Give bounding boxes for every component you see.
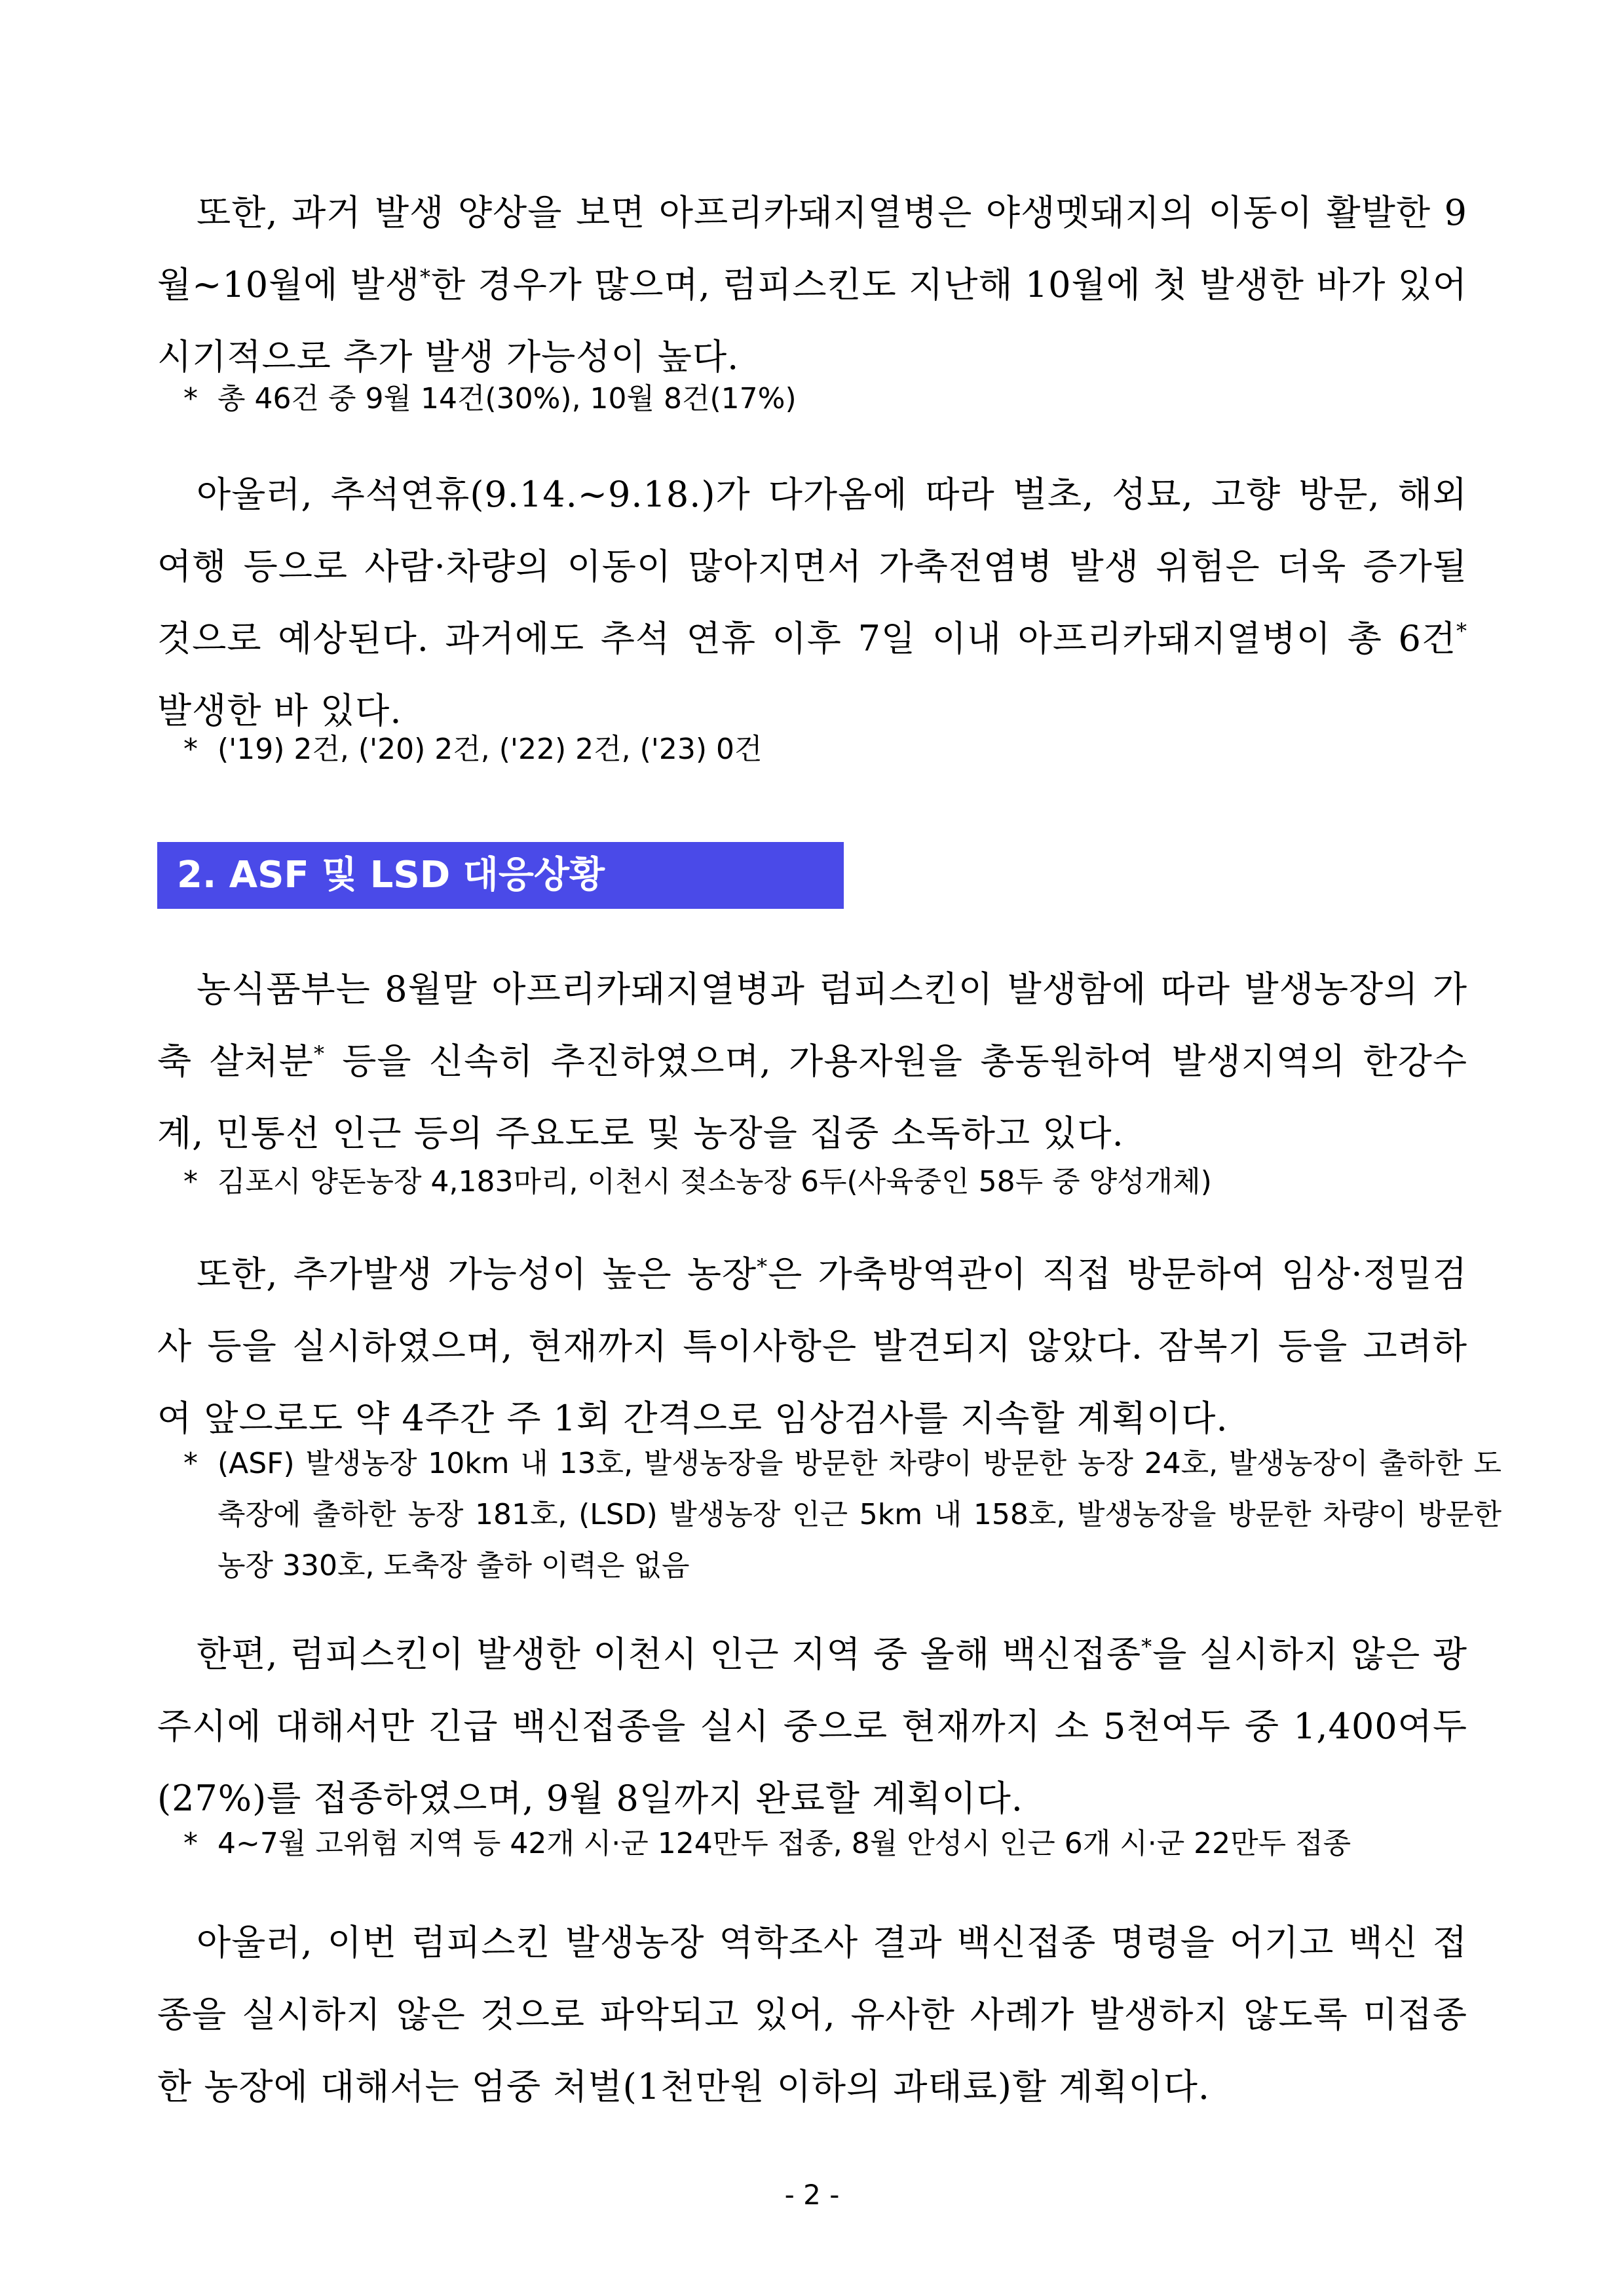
paragraph-culling-disinfection xyxy=(157,953,1467,1170)
paragraph-text: 아울러, 이번 럼피스킨 발생농장 역학조사 결과 백신접종 명령을 어기고 백신 접종을 실시하지 않은 것으로 파악되고 있어, 유사한 사례가 발생하지 않도록 미접종한 농장에 대해서는 엄중 처벌(1천만원 이하의 과태료)할 계획이다. xyxy=(157,1922,1467,2107)
paragraph-text: 아울러, 추석연휴(9.14.~9.18.)가 다가옴에 따라 벌초, 성묘, 고향 방문, 해외 여행 등으로 사람·차량의 이동이 많아지면서 가축전염병 발생 위험은 더욱 증가될 것으로 예상된다. 과거에도 추석 연휴 이후 7일 이내 아프리카돼지열병이 총 6건 xyxy=(157,474,1467,659)
paragraph-clinical-inspection xyxy=(157,1238,1467,1455)
footnote-marker: * xyxy=(183,733,198,766)
footnote-marker: * xyxy=(1141,1634,1153,1659)
footnote-text: 4~7월 고위험 지역 등 42개 시·군 124만두 접종, 8월 안성시 인근 6개 시·군 22만두 접종 xyxy=(217,1827,1351,1860)
paragraph-penalty xyxy=(157,1907,1467,2123)
footnote-high-risk-farms xyxy=(183,1438,1501,1592)
footnote-outbreak-stats xyxy=(183,373,1501,425)
paragraph-chuseok-risk xyxy=(157,459,1467,747)
footnote-marker: * xyxy=(420,265,432,290)
footnote-marker: * xyxy=(183,1827,198,1860)
paragraph-seasonal-outbreak xyxy=(157,177,1467,393)
footnote-text: 총 46건 중 9월 14건(30%), 10월 8건(17%) xyxy=(217,382,797,415)
footnote-vaccination-regions xyxy=(183,1818,1501,1869)
paragraph-text: 등을 신속히 추진하였으며, 가용자원을 총동원하여 발생지역의 한강수계, 민통선 인근 등의 주요도로 및 농장을 집중 소독하고 있다. xyxy=(157,1041,1467,1154)
paragraph-text: 또한, 과거 발생 양상을 보면 아프리카돼지열병은 야생멧돼지의 이동이 활발한 9월~10월에 발생 xyxy=(157,192,1467,305)
paragraph-text: 또한, 추가발생 가능성이 높은 농장 xyxy=(197,1253,757,1295)
paragraph-text: 은 가축방역관이 직접 방문하여 임상·정밀검사 등을 실시하였으며, 현재까지 특이사항은 발견되지 않았다. 잠복기 등을 고려하여 앞으로도 약 4주간 주 1회 간격으로 임상검사를 지속할 계획이다. xyxy=(157,1253,1467,1439)
footnote-text: (ASF) 발생농장 10km 내 13호, 발생농장을 방문한 차량이 방문한 농장 24호, 발생농장이 출하한 도축장에 출하한 농장 181호, (LSD) 발생농장 인근 5km 내 158호, 발생농장을 방문한 차량이 방문한 농장 330호, 도축장 출하 이력은 없음 xyxy=(217,1447,1501,1582)
footnote-marker: * xyxy=(1456,619,1467,643)
footnote-marker: * xyxy=(183,1447,198,1480)
footnote-text: 김포시 양돈농장 4,183마리, 이천시 젖소농장 6두(사육중인 58두 중 양성개체) xyxy=(217,1165,1212,1198)
footnote-culling-counts xyxy=(183,1157,1501,1208)
footnote-marker: * xyxy=(313,1041,325,1066)
paragraph-text: 농식품부는 8월말 아프리카돼지열병과 럼피스킨이 발생함에 따라 발생농장의 가축 살처분 xyxy=(157,968,1467,1082)
footnote-marker: * xyxy=(183,382,198,415)
footnote-marker: * xyxy=(183,1165,198,1198)
footnote-text: ('19) 2건, ('20) 2건, ('22) 2건, ('23) 0건 xyxy=(217,733,763,766)
paragraph-text: 한편, 럼피스킨이 발생한 이천시 인근 지역 중 올해 백신접종 xyxy=(197,1634,1142,1675)
paragraph-text: 을 실시하지 않은 광주시에 대해서만 긴급 백신접종을 실시 중으로 현재까지 소 5천여두 중 1,400여두(27%)를 접종하였으며, 9월 8일까지 완료할 계획이다. xyxy=(157,1634,1468,1819)
paragraph-emergency-vaccination xyxy=(157,1618,1467,1835)
footnote-marker: * xyxy=(757,1254,768,1279)
paragraph-text: 발생한 바 있다. xyxy=(157,690,402,731)
paragraph-text: 한 경우가 많으며, 럼피스킨도 지난해 10월에 첫 발생한 바가 있어 시기적으로 추가 발생 가능성이 높다. xyxy=(157,264,1467,377)
page-number: - 2 - xyxy=(784,2179,840,2211)
section-heading: 2. ASF 및 LSD 대응상황 xyxy=(157,842,844,909)
footnote-yearly-counts xyxy=(183,724,1501,775)
